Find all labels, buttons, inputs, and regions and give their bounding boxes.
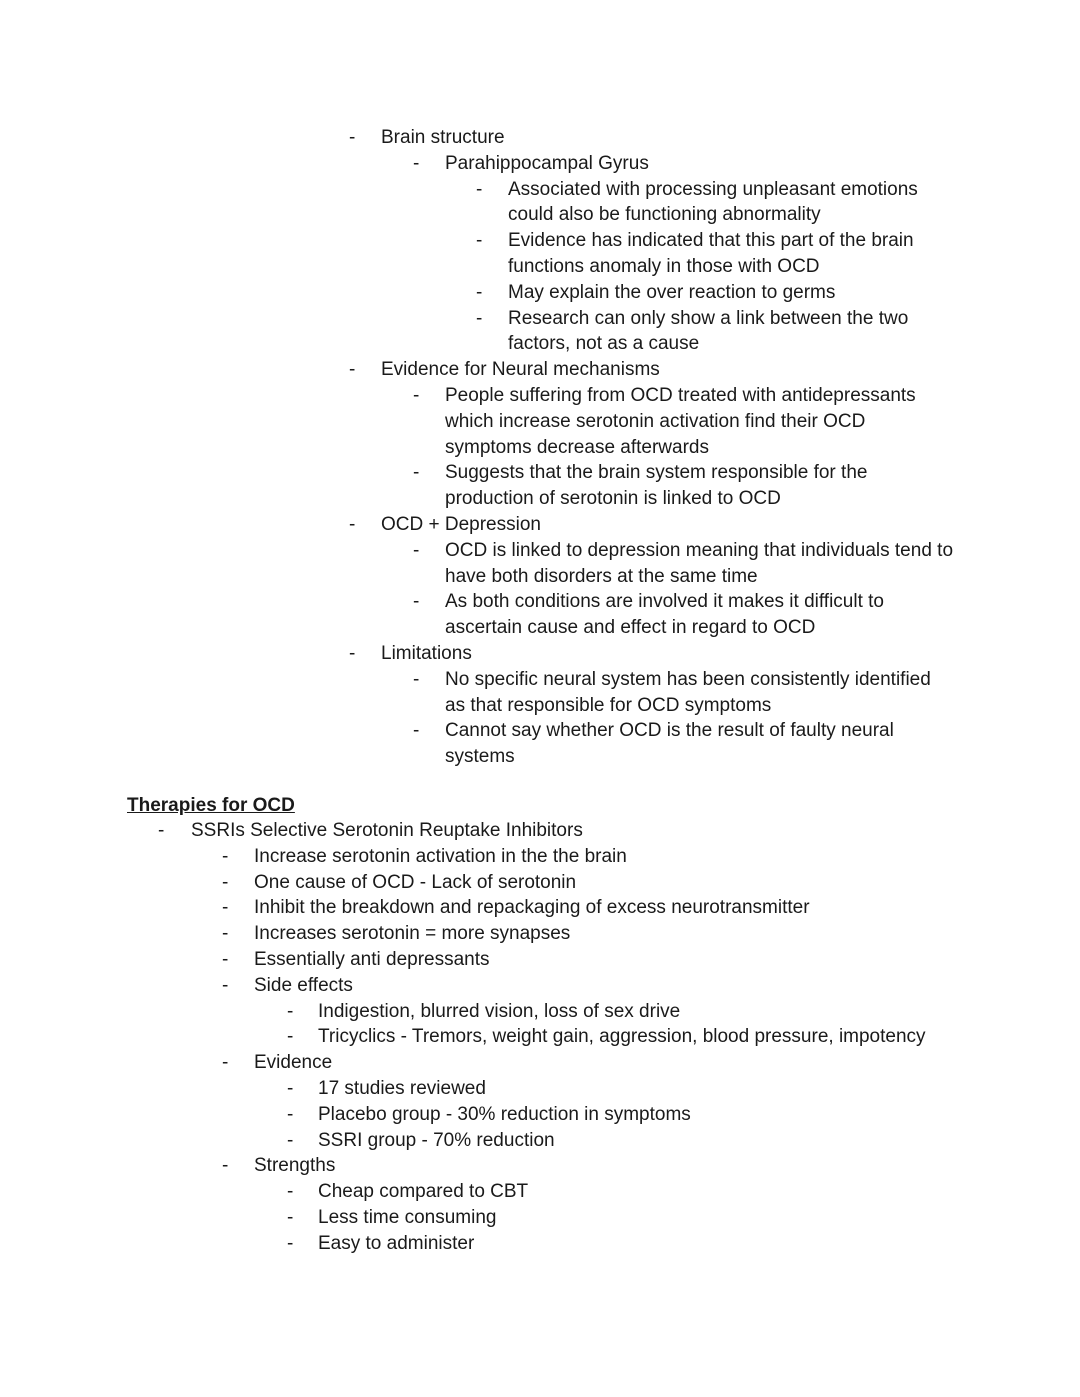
bullet-dash: - — [349, 359, 356, 381]
bullet-dash: - — [222, 974, 229, 996]
list-item — [287, 999, 1018, 1025]
list-item-text: Increase serotonin activation in the the brain — [254, 845, 627, 867]
list-item-text: Placebo group - 30% reduction in symptoms — [318, 1103, 691, 1125]
bullet-dash: - — [413, 384, 420, 406]
bullet-dash: - — [413, 462, 420, 484]
list-item — [287, 1231, 1018, 1257]
list-item — [287, 1179, 1018, 1205]
list-item — [413, 718, 955, 770]
bullet-dash: - — [287, 1026, 294, 1048]
list-item-text: One cause of OCD - Lack of serotonin — [254, 871, 577, 893]
list-item-text: Strengths — [254, 1155, 336, 1177]
list-item-text: Limitations — [381, 642, 472, 664]
list-item — [287, 1128, 1018, 1154]
list-item-text: Easy to administer — [318, 1232, 475, 1254]
list-item-text: SSRI group - 70% reduction — [318, 1129, 555, 1151]
list-item-text: Brain structure — [381, 127, 505, 148]
list-item — [287, 1076, 1018, 1102]
list-item — [413, 383, 955, 460]
list-item-text: Research can only show a link between the two factors, not as a cause — [508, 307, 909, 355]
list-item — [287, 1205, 1018, 1231]
list-item — [476, 177, 938, 229]
list-item — [222, 844, 1014, 870]
bullet-dash: - — [476, 307, 483, 329]
bullet-dash: - — [413, 591, 420, 613]
list-item — [222, 870, 1014, 896]
list-item-strengths — [222, 1153, 1014, 1179]
bullet-dash: - — [222, 948, 229, 970]
section-heading-therapies: Therapies for OCD — [127, 795, 295, 816]
list-item — [287, 1102, 1018, 1128]
list-item-text: Tricyclics - Tremors, weight gain, aggression, blood pressure, impotency — [318, 1026, 926, 1048]
list-item — [222, 947, 1014, 973]
list-item-ocd-depression — [349, 512, 961, 538]
bullet-dash: - — [413, 720, 420, 742]
list-item-text: Inhibit the breakdown and repackaging of excess neurotransmitter — [254, 897, 810, 919]
therapies-notes — [0, 818, 1080, 1257]
list-item-text: Indigestion, blurred vision, loss of sex drive — [318, 1000, 681, 1022]
bullet-dash: - — [287, 1232, 294, 1254]
list-item-side-effects — [222, 973, 1014, 999]
list-item-text: Cannot say whether OCD is the result of faulty neural systems — [445, 720, 894, 768]
list-item-text: As both conditions are involved it makes it difficult to ascertain cause and effect in regard to OCD — [445, 591, 884, 639]
bullet-dash: - — [349, 127, 356, 148]
list-item — [413, 538, 955, 590]
bullet-dash: - — [349, 513, 356, 535]
neural-mechanisms-notes — [0, 125, 1080, 770]
bullet-dash: - — [222, 1155, 229, 1177]
list-item-text: OCD + Depression — [381, 513, 541, 535]
list-item — [287, 1024, 1018, 1050]
list-item-text: 17 studies reviewed — [318, 1077, 486, 1099]
bullet-dash: - — [287, 1000, 294, 1022]
bullet-dash: - — [476, 230, 483, 252]
bullet-dash: - — [222, 845, 229, 867]
list-item-evidence — [222, 1050, 1014, 1076]
bullet-dash: - — [222, 1052, 229, 1074]
list-item-text: Side effects — [254, 974, 353, 996]
list-item-text: Evidence for Neural mechanisms — [381, 359, 660, 381]
list-item-parahippocampal — [413, 151, 955, 177]
bullet-dash: - — [222, 871, 229, 893]
bullet-dash: - — [349, 642, 356, 664]
list-item — [476, 280, 938, 306]
list-item — [476, 228, 938, 280]
list-item — [413, 667, 955, 719]
bullet-dash: - — [158, 820, 165, 841]
list-item — [413, 589, 955, 641]
list-item — [413, 460, 955, 512]
list-item-text: Essentially anti depressants — [254, 948, 490, 970]
bullet-dash: - — [287, 1077, 294, 1099]
list-item-ssri — [158, 818, 991, 844]
list-item-text: No specific neural system has been consistently identified as that responsible for OCD symptoms — [445, 668, 931, 716]
bullet-dash: - — [287, 1206, 294, 1228]
list-item — [476, 306, 938, 358]
list-item-text: People suffering from OCD treated with antidepressants which increase serotonin activation find their OCD symptoms decrease afterwards — [445, 384, 916, 458]
list-item-text: Parahippocampal Gyrus — [445, 152, 649, 174]
list-item — [222, 921, 1014, 947]
list-item-text: Evidence — [254, 1052, 333, 1074]
list-item-text: Cheap compared to CBT — [318, 1181, 529, 1203]
bullet-dash: - — [222, 897, 229, 919]
list-item-text: May explain the over reaction to germs — [508, 281, 836, 303]
list-item-text: Increases serotonin = more synapses — [254, 923, 571, 945]
list-item — [222, 895, 1014, 921]
bullet-dash: - — [413, 539, 420, 561]
list-item-text: Associated with processing unpleasant emotions could also be functioning abnormality — [508, 178, 918, 226]
list-item-text: Evidence has indicated that this part of the brain functions anomaly in those with OCD — [508, 230, 914, 277]
list-item-brain-structure — [349, 125, 961, 151]
bullet-dash: - — [413, 668, 420, 690]
list-item-text: Suggests that the brain system responsible for the production of serotonin is linked to OCD — [445, 462, 868, 510]
bullet-dash: - — [413, 152, 420, 174]
list-item-text: OCD is linked to depression meaning that individuals tend to have both disorders at the same time — [445, 539, 954, 587]
bullet-dash: - — [476, 178, 483, 200]
bullet-dash: - — [287, 1181, 294, 1203]
bullet-dash: - — [287, 1103, 294, 1125]
list-item-evidence-neural — [349, 357, 961, 383]
list-item-limitations — [349, 641, 961, 667]
bullet-dash: - — [222, 923, 229, 945]
bullet-dash: - — [287, 1129, 294, 1151]
list-item-text: SSRIs Selective Serotonin Reuptake Inhibitors — [191, 820, 583, 841]
list-item-text: Less time consuming — [318, 1206, 497, 1228]
bullet-dash: - — [476, 281, 483, 303]
